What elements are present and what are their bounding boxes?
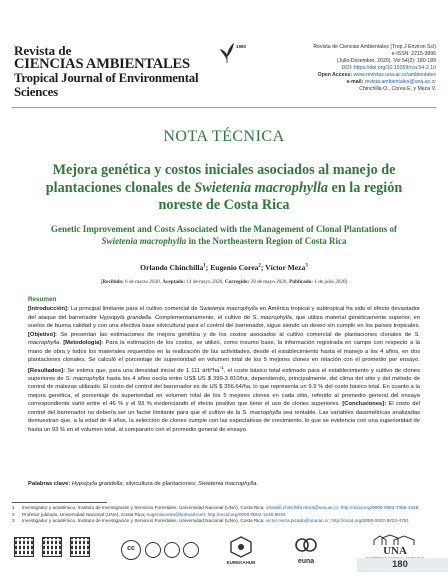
footnote-divider	[12, 502, 107, 503]
meta-email: e-mail: revista.ambientales@una.ac.cr	[346, 79, 436, 85]
page-footer	[0, 532, 448, 582]
footnote-2: 2 Profesor jubilado, Universidad Nacional (UNA), Costa Rica; eugeniocorea@hotmail.com; http://orcid.org/0000-0002-1536-8030	[12, 511, 286, 517]
journal-title	[14, 43, 247, 99]
footnote-3-link[interactable]: victor.meza.picado@una.ac.cr; http://orcid.org/0000-0002-8223-4761	[265, 518, 409, 524]
journal-title-line3: Tropical Journal of Environmental Sciences	[14, 71, 199, 99]
una-label: UNA	[383, 545, 407, 557]
footnote-1-link[interactable]: orlando.chinchilla.mora@una.ac.cr; http://orcid.org/0000-0002-7356-3428	[265, 505, 419, 510]
meta-issn: e-ISSN: 2215-3896	[391, 51, 436, 57]
open-access-link[interactable]: www.revistas.una.ac.cr/ambientales	[353, 72, 436, 78]
since-badge: 1980	[236, 44, 247, 49]
meta-volume: (Julio-Diciembre, 2020). Vol 54(2): 180-189	[336, 58, 436, 64]
qr-code-icon	[42, 537, 62, 557]
leaf-logo-icon	[218, 42, 236, 64]
keywords: Palabras clave: Hypsipyla grandella; silvicultura de plantaciones; Swietenia macrophylla.	[28, 481, 258, 487]
author-2: Eugenio Corea	[210, 263, 259, 272]
abstract-heading: Resumen	[28, 296, 57, 303]
email-link[interactable]: revista.ambientales@una.ac.cr	[364, 79, 436, 85]
article-dates: [Recibido: 6 de marzo 2020, Aceptado: 14 de mayo 2020, Corregido: 28 de mayo 2020, Publicado: 1 de julio 2020]	[100, 279, 348, 285]
euna-label: euna	[297, 558, 315, 565]
journal-title-line2: CIENCIAS AMBIENTALES	[14, 56, 190, 72]
footnote-2-link[interactable]: eugeniocorea@hotmail.com; http://orcid.org/0000-0002-1536-8030	[146, 511, 286, 517]
header-divider	[12, 107, 436, 108]
qr-code-icon	[14, 537, 34, 557]
article-meta	[260, 44, 436, 93]
page-header	[0, 0, 448, 110]
journal-title-line1: Revista de	[14, 43, 72, 58]
meta-line1: Revista de Ciencias Ambientales (Trop J Environ Sci)	[313, 44, 436, 50]
page-number: 180	[392, 559, 408, 570]
qr-code-icon	[70, 537, 90, 557]
author-3: Víctor Meza	[265, 263, 306, 272]
cc-nc-icon	[164, 542, 180, 558]
meta-doi[interactable]: DOI: https://doi.org/10.15359/rca.54-2.10	[341, 65, 436, 71]
creative-commons-label: cc	[127, 545, 135, 552]
title-english: Genetic Improvement and Costs Associated with the Management of Clonal Plantations of Swietenia macrophylla in the Northeastern Region of Costa Rica	[50, 224, 398, 246]
footnote-3: 3 Investigador y académico, Instituto de Investigación y Servicios Forestales, Universidad Nacional (UNA), Costa Rica; victor.meza.picado@una.ac.cr; http://orcid.org/0000-0002-8223-4761	[12, 518, 409, 524]
meta-running-authors: Chinchilla O., Corea E. y Meza V.	[359, 86, 436, 92]
cc-by-icon	[145, 542, 161, 558]
footnote-1: 1 Investigador y académico, Instituto de Investigación y Servicios Forestales, Universidad Nacional (UNA), Costa Rica; orlando.chinchilla.mora@una.ac.cr; http://orcid.org/0000-0002-7356-3428	[12, 505, 419, 510]
abstract-body: [Introducción]: La principal limitante para el cultivo comercial de Swietenia macrophylla en América tropical y subtropical ha sido el efecto devastador del ataque del barrenador Hypsipyla grandella. Complementariamente, el cultivo de S. macrophylla, que utiliza material genéticamente superior, en suelos de buena calidad y con una efectiva base silvicultural para el control del barrenador, sigue siendo un deseo sin cumplir en los países tropicales. [Objetivo]: Se presentan las estimaciones de mejora genética y de los costos asociados al cultivo comercial de plantaciones clonales de S. macrophylla. [Metodología]: Para la estimación de los costos, se utilizó, como insumo base, la información registrada en campo con respecto a la mano de obra y todos los materiales requeridos en la realización de las actividades, desde el establecimiento hasta el manejo a los 4 años, en dos plantaciones clonales. Se calculó el porcentaje de superioridad en volumen total de los 5 mejores clones en relación con el promedio por ensayo. [Resultados]: Se estima que, para una densidad inicial de 1 111 $árb*ha^{-1}$, el costo básico total estimado para el establecimiento y cultivo de clones superiores de S. macrophylla hasta los 4 años oscila entre US$ US $ 399-3 810/ha, dependiendo, principalmente, del clima del sitio y del método de control de malezas utilizado. El costo del control del barrenador es de US $ 356.64/ha, lo que representa un 9.9 % del costo básico total. En cuanto a la mejora genética, el porcentaje de superioridad en volumen total de los 5 mejores clones en cada sitio, referido al promedio general del ensayo correspondiente varió entre el 46 % y el 93 % evidenciando el efecto positivo que tiene el uso de clones superiores. [Conclusiones]: El costo del control del barrenador no debería ser un factor limitante para que el cultivo de la S. macrophylla sea rentable. Las variables dasométricas analizadas demuestran que, a la edad de 4 años, la selección de clones cumple con las expectativas de crecimiento, lo que se evidencia con una superioridad de hasta un 93 % en el volumen total, al compararlo con el promedio general de ensayo.	[28, 306, 421, 433]
euna-logo-icon	[294, 536, 318, 558]
eurekahub-logo-icon	[228, 535, 254, 559]
author-1: Orlando Chinchilla	[140, 263, 204, 272]
footnotes	[12, 505, 436, 525]
cc-sa-icon	[183, 542, 199, 558]
author-list: Orlando Chinchilla$^1$; Eugenio Corea$^2$; Víctor Meza$^3$	[140, 263, 308, 272]
meta-open-access: Open Access: www.revistas.una.ac.cr/ambientales	[317, 72, 436, 78]
eurekahub-label: EUREKAHUB	[226, 560, 256, 565]
section-label: NOTA TÉCNICA	[163, 128, 285, 145]
title-spanish: Mejora genética y costos iniciales asociados al manejo de plantaciones clonales de Swietenia macrophylla en la región noreste de Costa Rica	[45, 162, 403, 213]
